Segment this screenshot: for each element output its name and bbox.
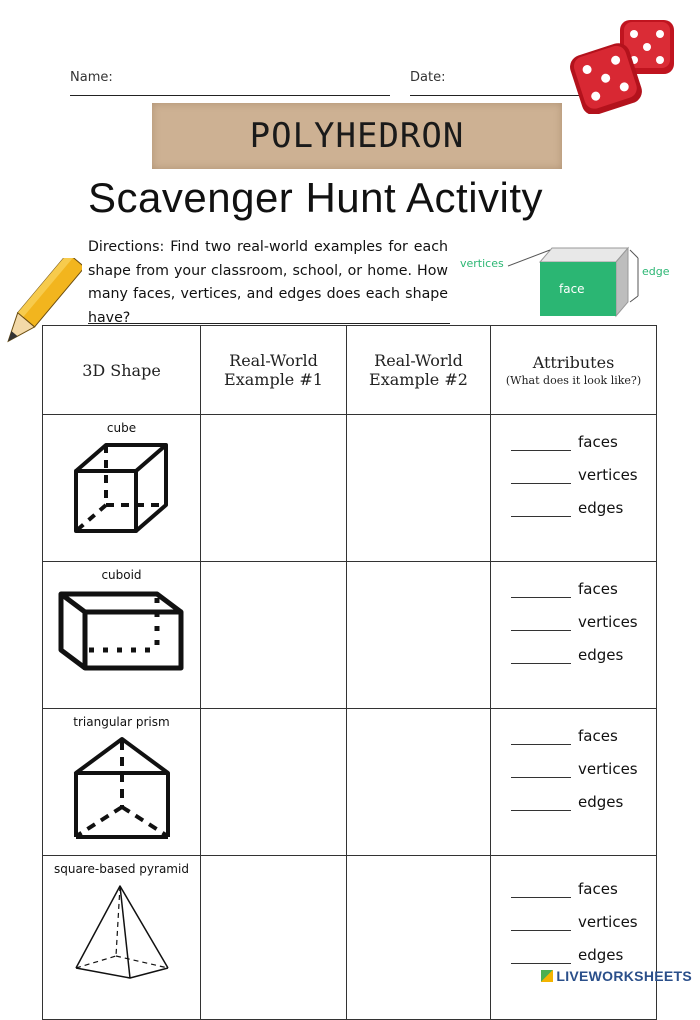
shape-cell	[43, 562, 201, 709]
face-label: face	[559, 282, 585, 296]
table-row	[43, 709, 657, 856]
attributes-cell	[491, 562, 657, 709]
header-example-1: Real-World Example #1	[201, 326, 347, 415]
square-pyramid-icon	[72, 882, 172, 982]
edges-label: edges	[578, 793, 624, 811]
vertices-blank[interactable]	[511, 483, 571, 484]
table-row	[43, 856, 657, 1020]
edge-label: edge	[642, 265, 670, 278]
faces-blank[interactable]	[511, 897, 571, 898]
directions-underline	[88, 323, 450, 324]
vertices-label: vertices	[578, 760, 638, 778]
date-label: Date:	[410, 70, 446, 85]
shapes-table	[42, 325, 657, 1020]
example-1-cell[interactable]	[201, 709, 347, 856]
banner-text: POLYHEDRON	[249, 116, 465, 156]
header-example-2: Real-World Example #2	[347, 326, 491, 415]
logo-mark-icon	[541, 970, 553, 982]
vertices-label: vertices	[578, 613, 638, 631]
title-banner	[152, 103, 562, 169]
cuboid-icon	[57, 588, 187, 672]
triangular-prism-icon	[72, 735, 172, 841]
edges-blank[interactable]	[511, 516, 571, 517]
directions-text: Directions: Find two real-world examples for each shape from your classroom, school, or home. How many faces, vertices, and edges does each shape have?	[88, 239, 448, 326]
faces-label: faces	[578, 433, 618, 451]
faces-label: faces	[578, 880, 618, 898]
example-1-cell[interactable]	[201, 415, 347, 562]
example-1-cell[interactable]	[201, 562, 347, 709]
shape-cell	[43, 415, 201, 562]
example-2-cell[interactable]	[347, 709, 491, 856]
shape-name: triangular prism	[73, 715, 170, 729]
faces-blank[interactable]	[511, 744, 571, 745]
attributes-cell	[491, 856, 657, 1020]
edges-label: edges	[578, 499, 624, 517]
page-title: Scavenger Hunt Activity	[88, 174, 544, 221]
faces-blank[interactable]	[511, 450, 571, 451]
edges-label: edges	[578, 646, 624, 664]
edges-blank[interactable]	[511, 963, 571, 964]
example-2-cell[interactable]	[347, 562, 491, 709]
shape-name: square-based pyramid	[54, 862, 189, 876]
liveworksheets-logo[interactable]	[541, 968, 692, 984]
table-row	[43, 562, 657, 709]
faces-label: faces	[578, 727, 618, 745]
vertices-label: vertices	[460, 257, 504, 270]
header-attributes	[491, 326, 657, 415]
edges-label: edges	[578, 946, 624, 964]
date-field[interactable]	[410, 95, 585, 96]
example-2-cell[interactable]	[347, 856, 491, 1020]
cube-icon	[72, 441, 172, 535]
attributes-cell	[491, 415, 657, 562]
header-shape: 3D Shape	[43, 326, 201, 415]
name-field[interactable]	[70, 95, 390, 96]
table-row	[43, 415, 657, 562]
shape-name: cuboid	[101, 568, 142, 582]
attributes-cell	[491, 709, 657, 856]
logo-text: LIVEWORKSHEETS	[556, 968, 692, 984]
vertices-blank[interactable]	[511, 777, 571, 778]
faces-label: faces	[578, 580, 618, 598]
vertices-blank[interactable]	[511, 630, 571, 631]
edges-blank[interactable]	[511, 663, 571, 664]
cube-diagram	[458, 240, 680, 320]
faces-blank[interactable]	[511, 597, 571, 598]
dice-icon	[568, 14, 690, 114]
edges-blank[interactable]	[511, 810, 571, 811]
example-1-cell[interactable]	[201, 856, 347, 1020]
vertices-blank[interactable]	[511, 930, 571, 931]
attributes-subtitle: (What does it look like?)	[505, 374, 642, 387]
example-2-cell[interactable]	[347, 415, 491, 562]
shape-cell	[43, 709, 201, 856]
shape-cell	[43, 856, 201, 1020]
shape-name: cube	[106, 421, 137, 435]
name-label: Name:	[70, 70, 113, 85]
attributes-title: Attributes	[532, 353, 615, 372]
vertices-label: vertices	[578, 466, 638, 484]
vertices-label: vertices	[578, 913, 638, 931]
